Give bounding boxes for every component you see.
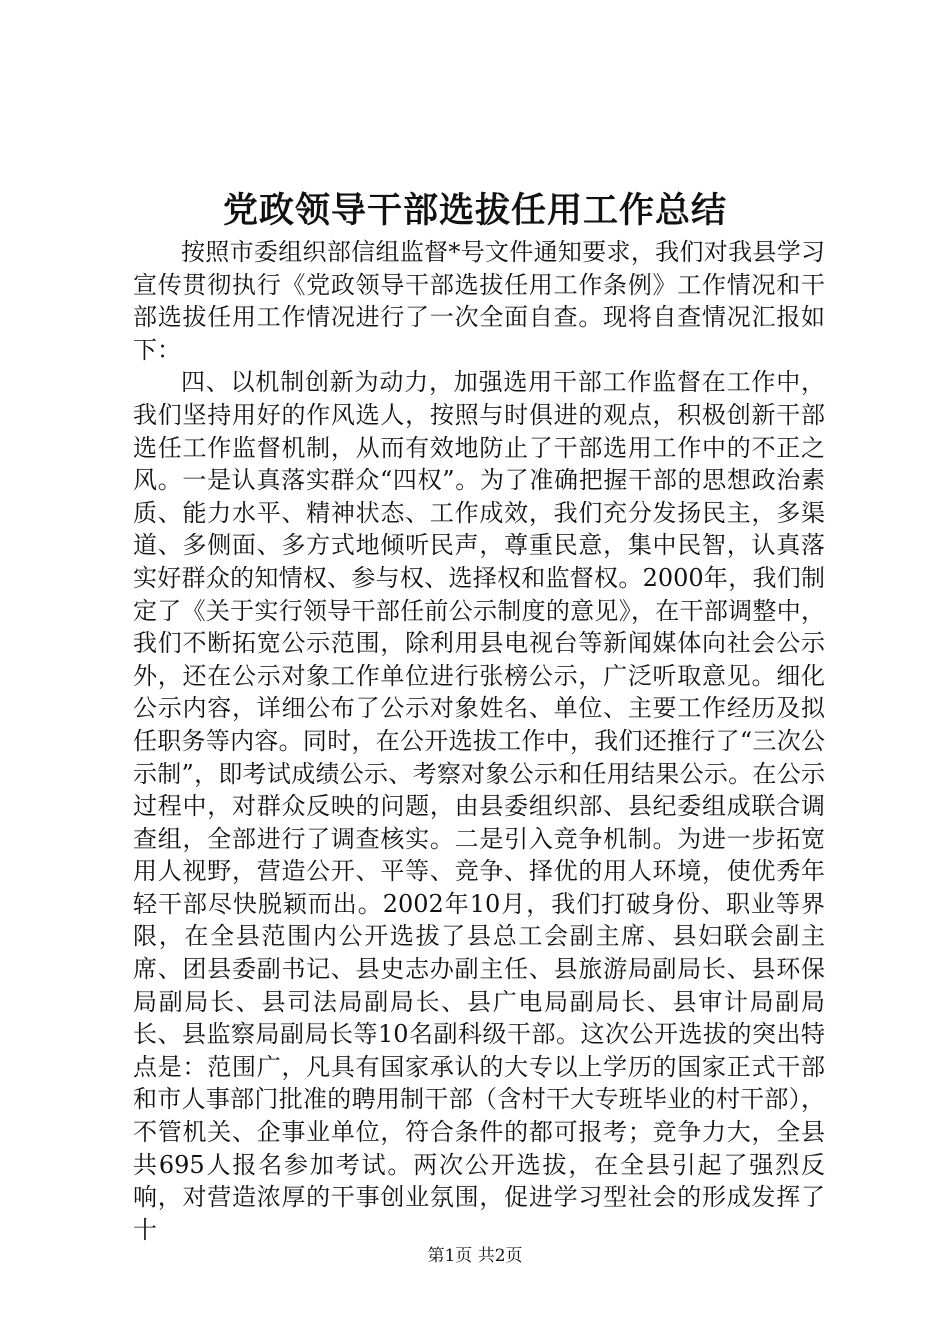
page-footer — [0, 1244, 950, 1268]
paragraph-intro: 按照市委组织部信组监督*号文件通知要求，我们对我县学习宣传贯彻执行《党政领导干部选拔任用工作条例》工作情况和干部选拔任用工作情况进行了一次全面自查。现将自查情况汇报如下： — [133, 238, 825, 364]
page-number-indicator: 第1页 共2页 — [427, 1246, 523, 1266]
document-title: 党政领导干部选拔任用工作总结 — [222, 190, 727, 231]
paragraph-section-four: 四、以机制创新为动力，加强选用干部工作监督在工作中，我们坚持用好的作风选人，按照与时俱进的观点，积极创新干部选任工作监督机制，从而有效地防止了干部选用工作中的不正之风。一是认真落实群众“四权”。为了准确把握干部的思想政治素质、能力水平、精神状态、工作成效，我们充分发扬民主，多渠道、多侧面、多方式地倾听民声，尊重民意，集中民智，认真落实好群众的知情权、参与权、选择权和监督权。2000年，我们制定了《关于实行领导干部任前公示制度的意见》，在干部调整中，我们不断拓宽公示范围，除利用县电视台等新闻媒体向社会公示外，还在公示对象工作单位进行张榜公示，广泛听取意见。细化公示内容，详细公布了公示对象姓名、单位、主要工作经历及拟任职务等内容。同时，在公开选拔工作中，我们还推行了“三次公示制”，即考试成绩公示、考察对象公示和任用结果公示。在公示过程中，对群众反映的问题，由县委组织部、县纪委组成联合调查组，全部进行了调查核实。二是引入竞争机制。为进一步拓宽用人视野，营造公开、平等、竞争、择优的用人环境，使优秀年轻干部尽快脱颖而出。2002年10月，我们打破身份、职业等界限，在全县范围内公开选拔了县总工会副主席、县妇联会副主席、团县委副书记、县史志办副主任、县旅游局副局长、县环保局副局长、县司法局副局长、县广电局副局长、县审计局副局长、县监察局副局长等10名副科级干部。这次公开选拔的突出特点是：范围广，凡具有国家承认的大专以上学历的国家正式干部和市人事部门批准的聘用制干部（含村干大专班毕业的村干部），不管机关、企事业单位，符合条件的都可报考；竞争力大，全县共695人报名参加考试。两次公开选拔，在全县引起了强烈反响，对营造浓厚的干事创业氛围，促进学习型社会的形成发挥了十 — [133, 368, 825, 1244]
document-body — [133, 236, 825, 1246]
